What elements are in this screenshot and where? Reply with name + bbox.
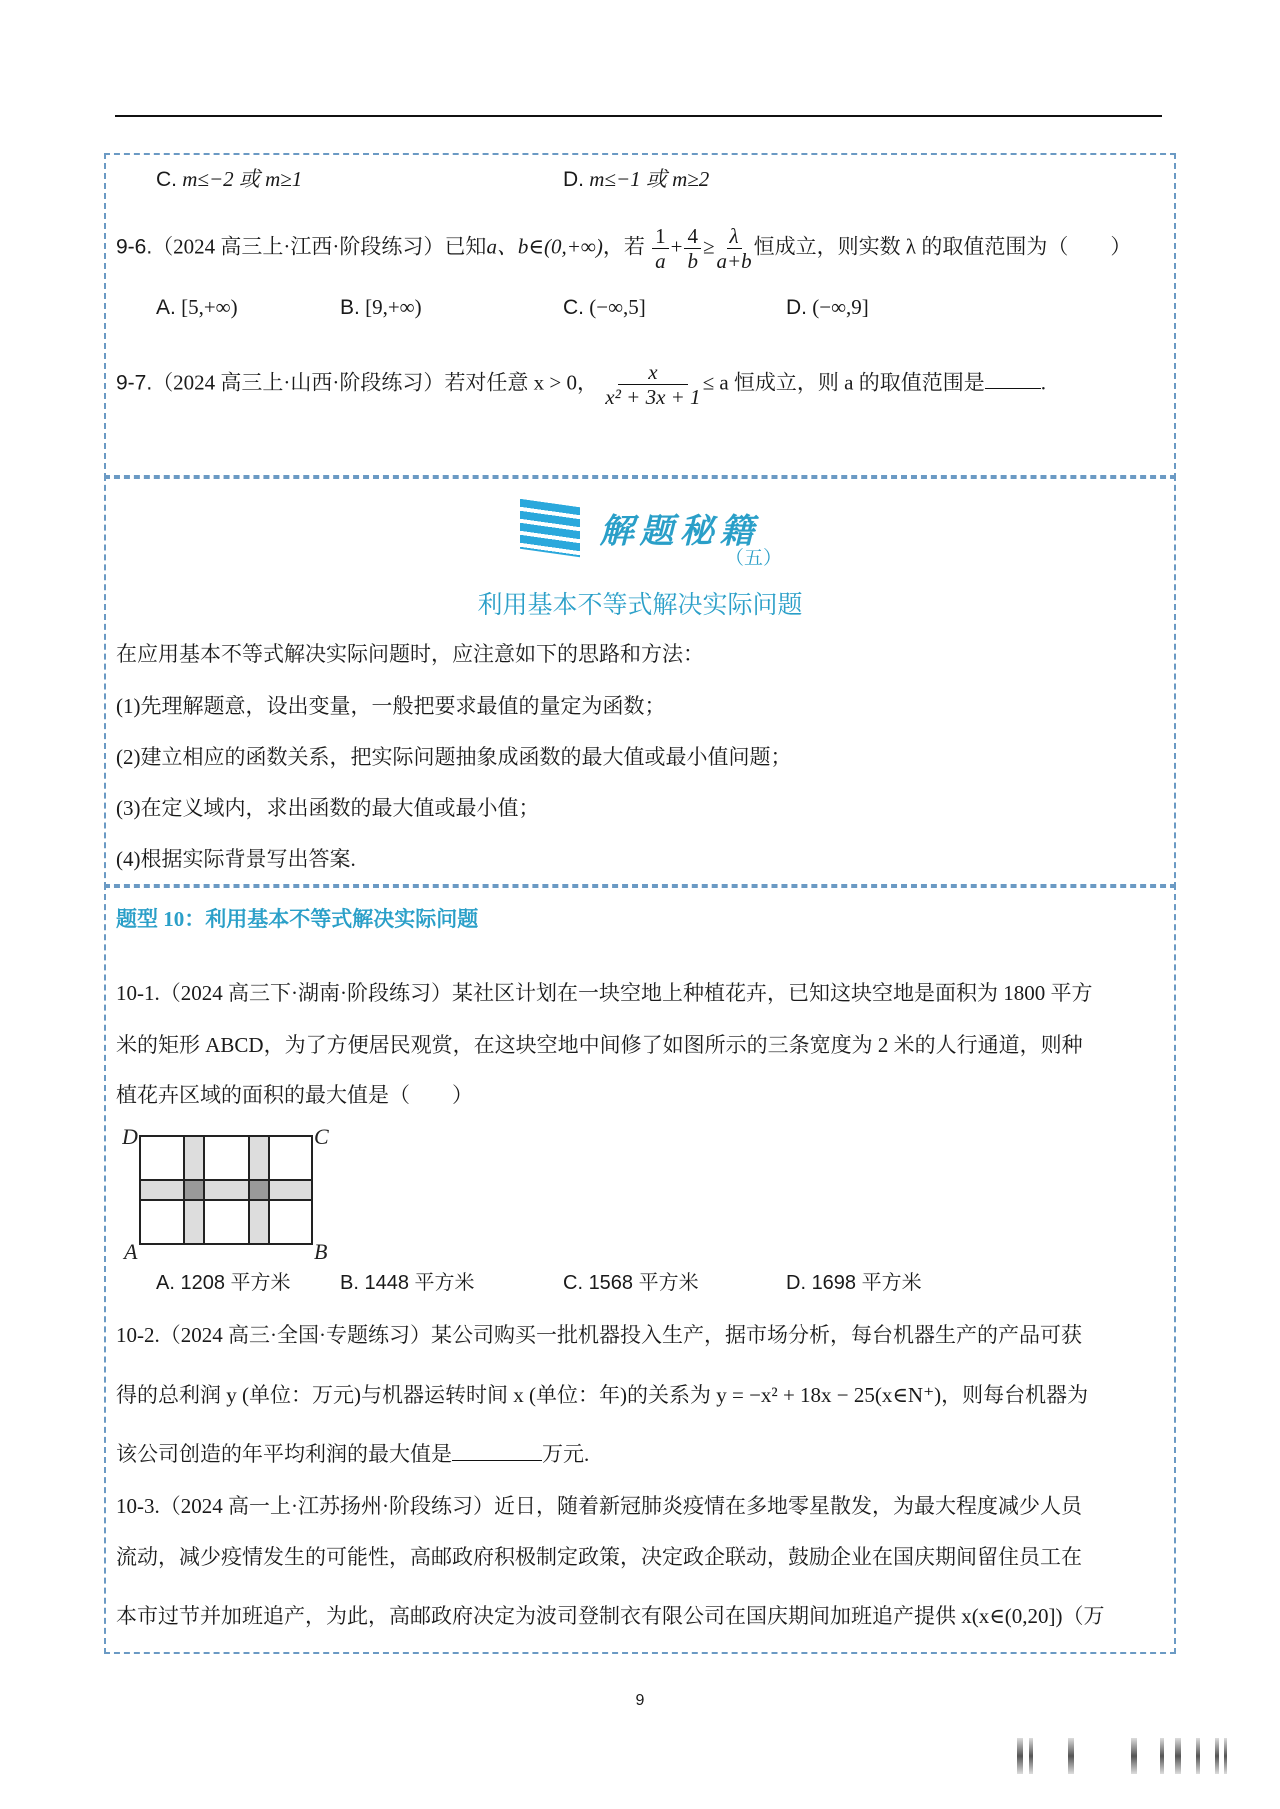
question-10-1-line: 植花卉区域的面积的最大值是（ ）	[116, 1083, 473, 1107]
question-10-2-line: 得的总利润 y (单位：万元)与机器运转时间 x (单位：年)的关系为 y = −x² + 18x − 25(x∈N⁺)，则每台机器为	[116, 1383, 1089, 1407]
option-label: A.	[156, 1272, 175, 1294]
stem-text: .	[1040, 370, 1046, 395]
logo-text: 解题秘籍	[599, 513, 760, 551]
option-value: (−∞,5]	[589, 295, 646, 319]
option-value: [9,+∞)	[365, 295, 422, 319]
option-d	[786, 292, 869, 323]
question-10-3-line: 流动，减少疫情发生的可能性，高邮政府积极制定政策，决定政企联动，鼓励企业在国庆期间留住员工在	[116, 1545, 1082, 1569]
option-label: B.	[340, 296, 360, 319]
option-label: D.	[563, 168, 584, 191]
question-10-1-line: 米的矩形 ABCD，为了方便居民观赏，在这块空地中间修了如图所示的三条宽度为 2 米的人行通道，则种	[116, 1033, 1083, 1057]
rectangle-abcd-figure	[122, 1124, 332, 1264]
tips-logo	[0, 503, 1280, 553]
numerator: 1	[652, 224, 669, 249]
option-label: D.	[786, 1272, 806, 1294]
tips-item: (4)根据实际背景写出答案.	[116, 847, 356, 871]
section-heading: 题型 10：利用基本不等式解决实际问题	[116, 907, 479, 931]
question-10-1-line: 10-1.（2024 高三下·湖南·阶段练习）某社区计划在一块空地上种植花卉，已知这块空地是面积为 1800 平方	[116, 981, 1093, 1005]
question-source: （2024 高三上·江西·阶段练习）	[152, 234, 445, 259]
denominator: a	[655, 249, 666, 273]
option-value: 1568 平方米	[588, 1272, 699, 1294]
fraction	[652, 224, 669, 273]
numerator: 4	[684, 224, 701, 249]
numerator: x	[618, 360, 687, 385]
books-icon	[520, 499, 580, 557]
option-c	[563, 1268, 699, 1298]
option-label: C.	[563, 1272, 583, 1294]
option-label: C.	[156, 168, 177, 191]
tips-title: 利用基本不等式解决实际问题	[477, 592, 803, 619]
tips-item: (2)建立相应的函数关系，把实际问题抽象成函数的最大值或最小值问题；	[116, 745, 792, 769]
question-number: 9-6.	[116, 235, 153, 259]
question-9-7	[116, 360, 1046, 409]
stem-text: 该公司创造的年平均利润的最大值是	[116, 1442, 452, 1466]
option-value: [5,+∞)	[181, 295, 238, 319]
question-source: （2024 高三上·山西·阶段练习）	[152, 370, 445, 395]
stem-text: ，若	[602, 234, 645, 259]
option-value: 1698 平方米	[811, 1272, 922, 1294]
option-label: D.	[786, 296, 807, 319]
numerator: λ	[727, 224, 742, 249]
stem-text: 已知	[444, 234, 487, 259]
option-label: B.	[340, 1272, 359, 1294]
question-10-3-line: 本市过节并加班追产，为此，高邮政府决定为波司登制衣有限公司在国庆期间加班追产提供 x(x∈(0,20])（万	[116, 1604, 1105, 1628]
option-value: 1448 平方米	[364, 1272, 475, 1294]
vertex-label-a: A	[124, 1239, 138, 1264]
option-b	[340, 292, 422, 323]
stem-text: 恒成立，则实数 λ 的取值范围为（ ）	[753, 234, 1132, 259]
option-d	[786, 1268, 922, 1298]
fraction	[605, 360, 700, 409]
option-c	[156, 164, 302, 195]
path-intersection	[249, 1180, 269, 1200]
vertex-label-b: B	[314, 1239, 328, 1264]
option-d	[563, 164, 709, 195]
option-label: A.	[156, 296, 176, 319]
fraction	[717, 224, 752, 273]
stem-text: ≤ a 恒成立，则 a 的取值范围是	[702, 370, 985, 395]
denominator: x² + 3x + 1	[605, 385, 701, 409]
question-9-6	[116, 224, 1131, 273]
question-10-2-line	[116, 1439, 589, 1469]
option-c	[563, 292, 646, 323]
question-number: 9-7.	[116, 371, 153, 395]
horizontal-path	[140, 1180, 312, 1200]
vertex-label-c: C	[314, 1124, 329, 1149]
tips-item: (3)在定义域内，求出函数的最大值或最小值；	[116, 796, 540, 820]
stem-text: 万元.	[542, 1442, 590, 1466]
answer-blank[interactable]	[985, 370, 1041, 389]
denominator: b	[687, 249, 698, 273]
option-value: (−∞,9]	[812, 295, 869, 319]
fraction	[684, 224, 701, 273]
option-value: m≤−1 或 m≥2	[589, 167, 710, 191]
option-value: 1208 平方米	[180, 1272, 291, 1294]
tips-intro: 在应用基本不等式解决实际问题时，应注意如下的思路和方法：	[116, 642, 704, 666]
math-expr: a、b∈(0,+∞)	[486, 234, 603, 259]
question-10-3-line: 10-3.（2024 高一上·江苏扬州·阶段练习）近日，随着新冠肺炎疫情在多地零星散发，为最大程度减少人员	[116, 1494, 1082, 1518]
path-intersection	[184, 1180, 204, 1200]
denominator: a+b	[716, 249, 752, 273]
vertex-label-d: D	[122, 1124, 138, 1149]
operator: ≥	[702, 234, 715, 259]
option-a	[156, 292, 238, 323]
tips-index: （五）	[725, 548, 783, 569]
stem-text: 若对任意 x > 0，	[444, 370, 599, 395]
page-number: 9	[635, 1692, 645, 1709]
option-b	[340, 1268, 475, 1298]
option-a	[156, 1268, 291, 1298]
option-label: C.	[563, 296, 584, 319]
tips-item: (1)先理解题意，设出变量，一般把要求最值的量定为函数；	[116, 694, 666, 718]
question-10-2-line: 10-2.（2024 高三·全国·专题练习）某公司购买一批机器投入生产，据市场分析，每台机器生产的产品可获	[116, 1323, 1082, 1347]
option-value: m≤−2 或 m≥1	[182, 167, 303, 191]
header-rule	[115, 115, 1162, 117]
answer-blank[interactable]	[452, 1442, 542, 1461]
operator: +	[670, 234, 683, 259]
